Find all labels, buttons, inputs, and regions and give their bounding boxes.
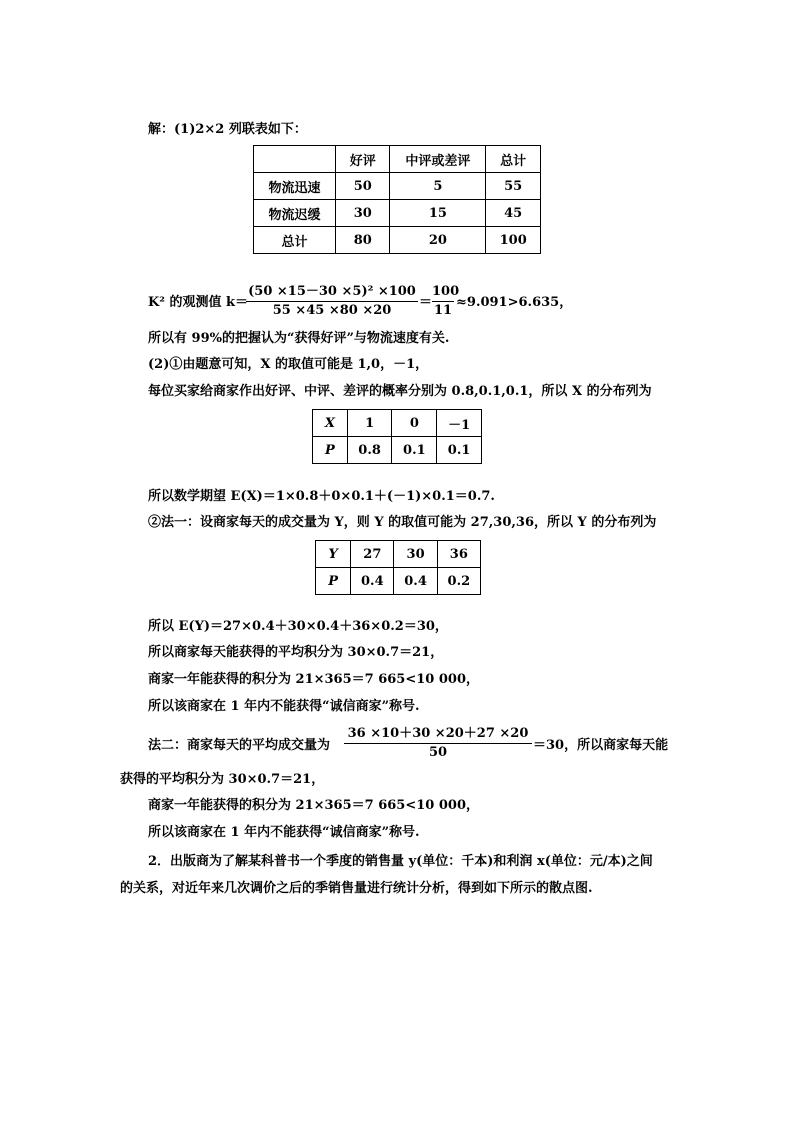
table-cell: 0 xyxy=(392,410,437,437)
k2-tail: ≈9.091>6.635， xyxy=(456,295,573,310)
table-row xyxy=(316,568,481,595)
problem2-line2: 的关系，对近年来几次调价之后的季销售量进行统计分析，得到如下所示的散点图. xyxy=(120,881,593,896)
table-cell: 0.2 xyxy=(437,568,480,595)
contingency-table xyxy=(253,145,541,254)
y-distribution-table xyxy=(315,540,481,595)
table-cell: 5 xyxy=(390,173,486,200)
table-cell: 55 xyxy=(486,173,541,200)
k2-equals: ＝ xyxy=(419,295,433,310)
method2-numerator: 36 ×10＋30 ×20＋27 ×20 xyxy=(347,726,529,741)
table-cell: 总计 xyxy=(254,227,336,254)
table-row xyxy=(313,410,482,437)
year-points-2: 商家一年能获得的积分为 21×365＝7 665<10 000， xyxy=(148,798,479,813)
table-row xyxy=(254,227,541,254)
table-cell: 0.8 xyxy=(347,437,392,464)
k2-numerator: (50 ×15－30 ×5)² ×100 xyxy=(248,284,416,299)
method2-prefix: 法二：商家每天的平均成交量为 xyxy=(148,738,331,753)
table-cell: 0.4 xyxy=(394,568,437,595)
table-header-cell xyxy=(254,146,336,173)
table-cell: P xyxy=(313,437,348,464)
table-header-cell: 好评 xyxy=(336,146,390,173)
year-points: 商家一年能获得的积分为 21×365＝7 665<10 000， xyxy=(148,672,479,687)
table-cell: 20 xyxy=(390,227,486,254)
table-row xyxy=(313,437,482,464)
table-cell: 36 xyxy=(437,541,480,568)
method2-cont: 获得的平均积分为 30×0.7＝21， xyxy=(120,772,325,787)
fraction-bar xyxy=(432,301,454,302)
fraction-bar xyxy=(344,743,532,744)
fraction-bar xyxy=(246,301,418,302)
method2-fraction xyxy=(344,726,532,761)
table-row xyxy=(254,200,541,227)
table-cell: 50 xyxy=(336,173,390,200)
table-header-row xyxy=(254,146,541,173)
table-cell: 30 xyxy=(336,200,390,227)
table-cell: 15 xyxy=(390,200,486,227)
table-cell: 30 xyxy=(394,541,437,568)
part2-line2: 每位买家给商家作出好评、中评、差评的概率分别为 0.8,0.1,0.1，所以 X 的分布列为 xyxy=(148,384,652,399)
table-cell: 0.1 xyxy=(437,437,482,464)
problem2-line1: 2．出版商为了解某科普书一个季度的销售量 y(单位：千本)和利润 x(单位：元/本)之间 xyxy=(148,854,653,869)
k2-result-fraction xyxy=(432,284,460,319)
k2-denominator: 55 ×45 ×80 ×20 xyxy=(272,303,392,318)
expectation-y: 所以 E(Y)＝27×0.4＋30×0.4＋36×0.2＝30， xyxy=(148,619,448,634)
table-cell: 0.1 xyxy=(392,437,437,464)
table-header-cell: 总计 xyxy=(486,146,541,173)
expectation-x: 所以数学期望 E(X)＝1×0.8＋0×0.1＋(－1)×0.1＝0.7. xyxy=(148,489,495,504)
method2-denominator: 50 xyxy=(428,745,448,760)
k2-fraction xyxy=(246,284,418,319)
method1-text: ②法一：设商家每天的成交量为 Y，则 Y 的取值可能为 27,30,36，所以 Y 的分布列为 xyxy=(148,515,657,530)
table-cell: －1 xyxy=(437,410,482,437)
k2-result-denominator: 11 xyxy=(433,303,453,318)
table-cell: 0.4 xyxy=(351,568,394,595)
table-cell: 1 xyxy=(347,410,392,437)
table-cell: 27 xyxy=(351,541,394,568)
method2-tail: ＝30，所以商家每天能 xyxy=(533,738,669,753)
part2-line1: (2)①由题意可知，X 的取值可能是 1,0，－1， xyxy=(148,357,429,372)
k2-prefix: K² 的观测值 k＝ xyxy=(148,295,249,310)
cannot-obtain-2: 所以该商家在 1 年内不能获得“诚信商家”称号. xyxy=(148,825,420,840)
table-cell: 45 xyxy=(486,200,541,227)
cannot-obtain: 所以该商家在 1 年内不能获得“诚信商家”称号. xyxy=(148,699,420,714)
table-header-cell: 中评或差评 xyxy=(390,146,486,173)
table-cell: 100 xyxy=(486,227,541,254)
table-cell: 80 xyxy=(336,227,390,254)
table-cell: 物流迅速 xyxy=(254,173,336,200)
table-row xyxy=(254,173,541,200)
conclusion-text: 所以有 99%的把握认为“获得好评”与物流速度有关. xyxy=(148,331,450,346)
table-cell: 物流迟缓 xyxy=(254,200,336,227)
table-row xyxy=(316,541,481,568)
x-distribution-table xyxy=(312,409,482,464)
table-cell: X xyxy=(313,410,348,437)
average-points: 所以商家每天能获得的平均积分为 30×0.7＝21， xyxy=(148,645,444,660)
k2-result-numerator: 100 xyxy=(432,284,460,299)
solution-intro: 解：(1)2×2 列联表如下： xyxy=(148,122,307,137)
table-cell: Y xyxy=(316,541,351,568)
table-cell: P xyxy=(316,568,351,595)
